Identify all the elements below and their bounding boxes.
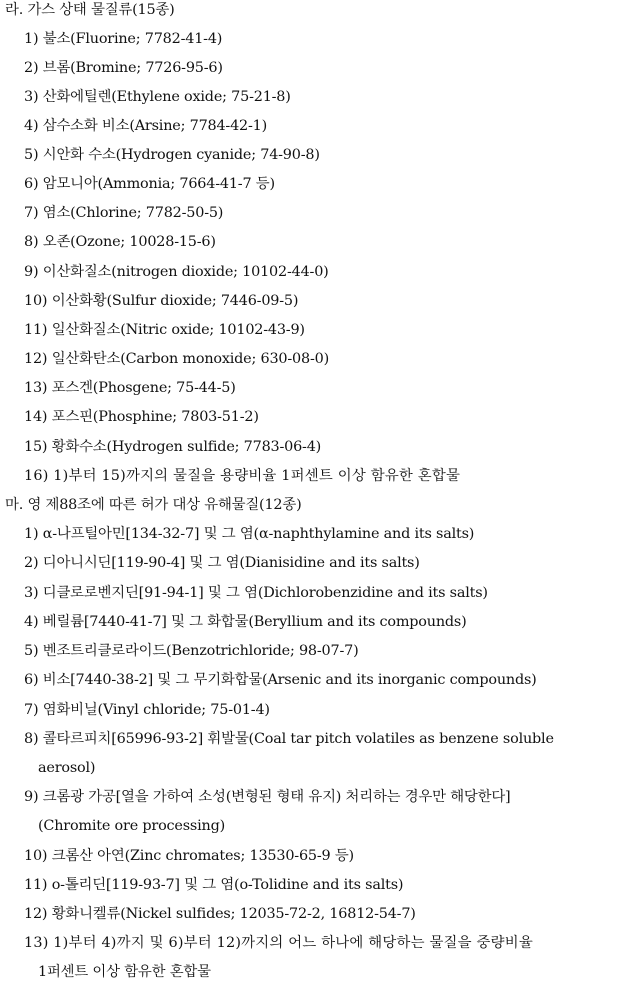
list-item: 3) 산화에틸렌(Ethylene oxide; 75-21-8) [24,89,291,105]
list-item: 14) 포스핀(Phosphine; 7803-51-2) [24,409,259,425]
list-item: 8) 콜타르피치[65996-93-2] 휘발물(Coal tar pitch volatiles as benzene soluble [24,731,554,747]
list-item: 12) 일산화탄소(Carbon monoxide; 630-08-0) [24,351,329,367]
list-item: 10) 이산화황(Sulfur dioxide; 7446-09-5) [24,293,299,309]
list-item: 7) 염화비닐(Vinyl chloride; 75-01-4) [24,702,270,718]
list-item: 7) 염소(Chlorine; 7782-50-5) [24,205,224,221]
list-item: 9) 이산화질소(nitrogen dioxide; 10102-44-0) [24,264,329,280]
list-item: 6) 비소[7440-38-2] 및 그 무기화합물(Arsenic and its inorganic compounds) [24,672,537,688]
list-item: 10) 크롬산 아연(Zinc chromates; 13530-65-9 등) [24,848,354,864]
list-item: 15) 황화수소(Hydrogen sulfide; 7783-06-4) [24,439,322,455]
list-item: 4) 삼수소화 비소(Arsine; 7784-42-1) [24,118,268,134]
list-item-continuation: (Chromite ore processing) [38,818,225,834]
list-item: 1) 불소(Fluorine; 7782-41-4) [24,31,223,47]
list-item: 8) 오존(Ozone; 10028-15-6) [24,234,216,250]
list-item: 9) 크롬광 가공[열을 가하여 소성(변형된 형태 유지) 처리하는 경우만 해당한다] [24,789,511,805]
list-item: 12) 황화니켈류(Nickel sulfides; 12035-72-2, 16812-54-7) [24,906,416,922]
section-heading-permit-substances: 마. 영 제88조에 따른 허가 대상 유해물질(12종) [5,497,302,513]
list-item: 16) 1)부터 15)까지의 물질을 용량비율 1퍼센트 이상 함유한 혼합물 [24,468,461,484]
list-item: 4) 베릴륨[7440-41-7] 및 그 화합물(Beryllium and its compounds) [24,614,467,630]
list-item: 5) 벤조트리클로라이드(Benzotrichloride; 98-07-7) [24,643,359,659]
list-item: 11) o-톨리딘[119-93-7] 및 그 염(o-Tolidine and its salts) [24,877,404,893]
list-item-continuation: 1퍼센트 이상 함유한 혼합물 [38,964,211,980]
list-item: 13) 포스겐(Phosgene; 75-44-5) [24,380,236,396]
list-item: 11) 일산화질소(Nitric oxide; 10102-43-9) [24,322,305,338]
section-heading-gases: 라. 가스 상태 물질류(15종) [5,2,175,18]
list-item: 2) 브롬(Bromine; 7726-95-6) [24,60,223,76]
list-item: 5) 시안화 수소(Hydrogen cyanide; 74-90-8) [24,147,320,163]
list-item: 6) 암모니아(Ammonia; 7664-41-7 등) [24,176,275,192]
list-item: 13) 1)부터 4)까지 및 6)부터 12)까지의 어느 하나에 해당하는 물질을 중량비율 [24,935,533,951]
list-item-continuation: aerosol) [38,760,96,776]
list-item: 2) 디아니시딘[119-90-4] 및 그 염(Dianisidine and its salts) [24,555,420,571]
list-item: 1) α-나프틸아민[134-32-7] 및 그 염(α-naphthylamine and its salts) [24,526,475,542]
list-item: 3) 디클로로벤지딘[91-94-1] 및 그 염(Dichlorobenzidine and its salts) [24,585,488,601]
